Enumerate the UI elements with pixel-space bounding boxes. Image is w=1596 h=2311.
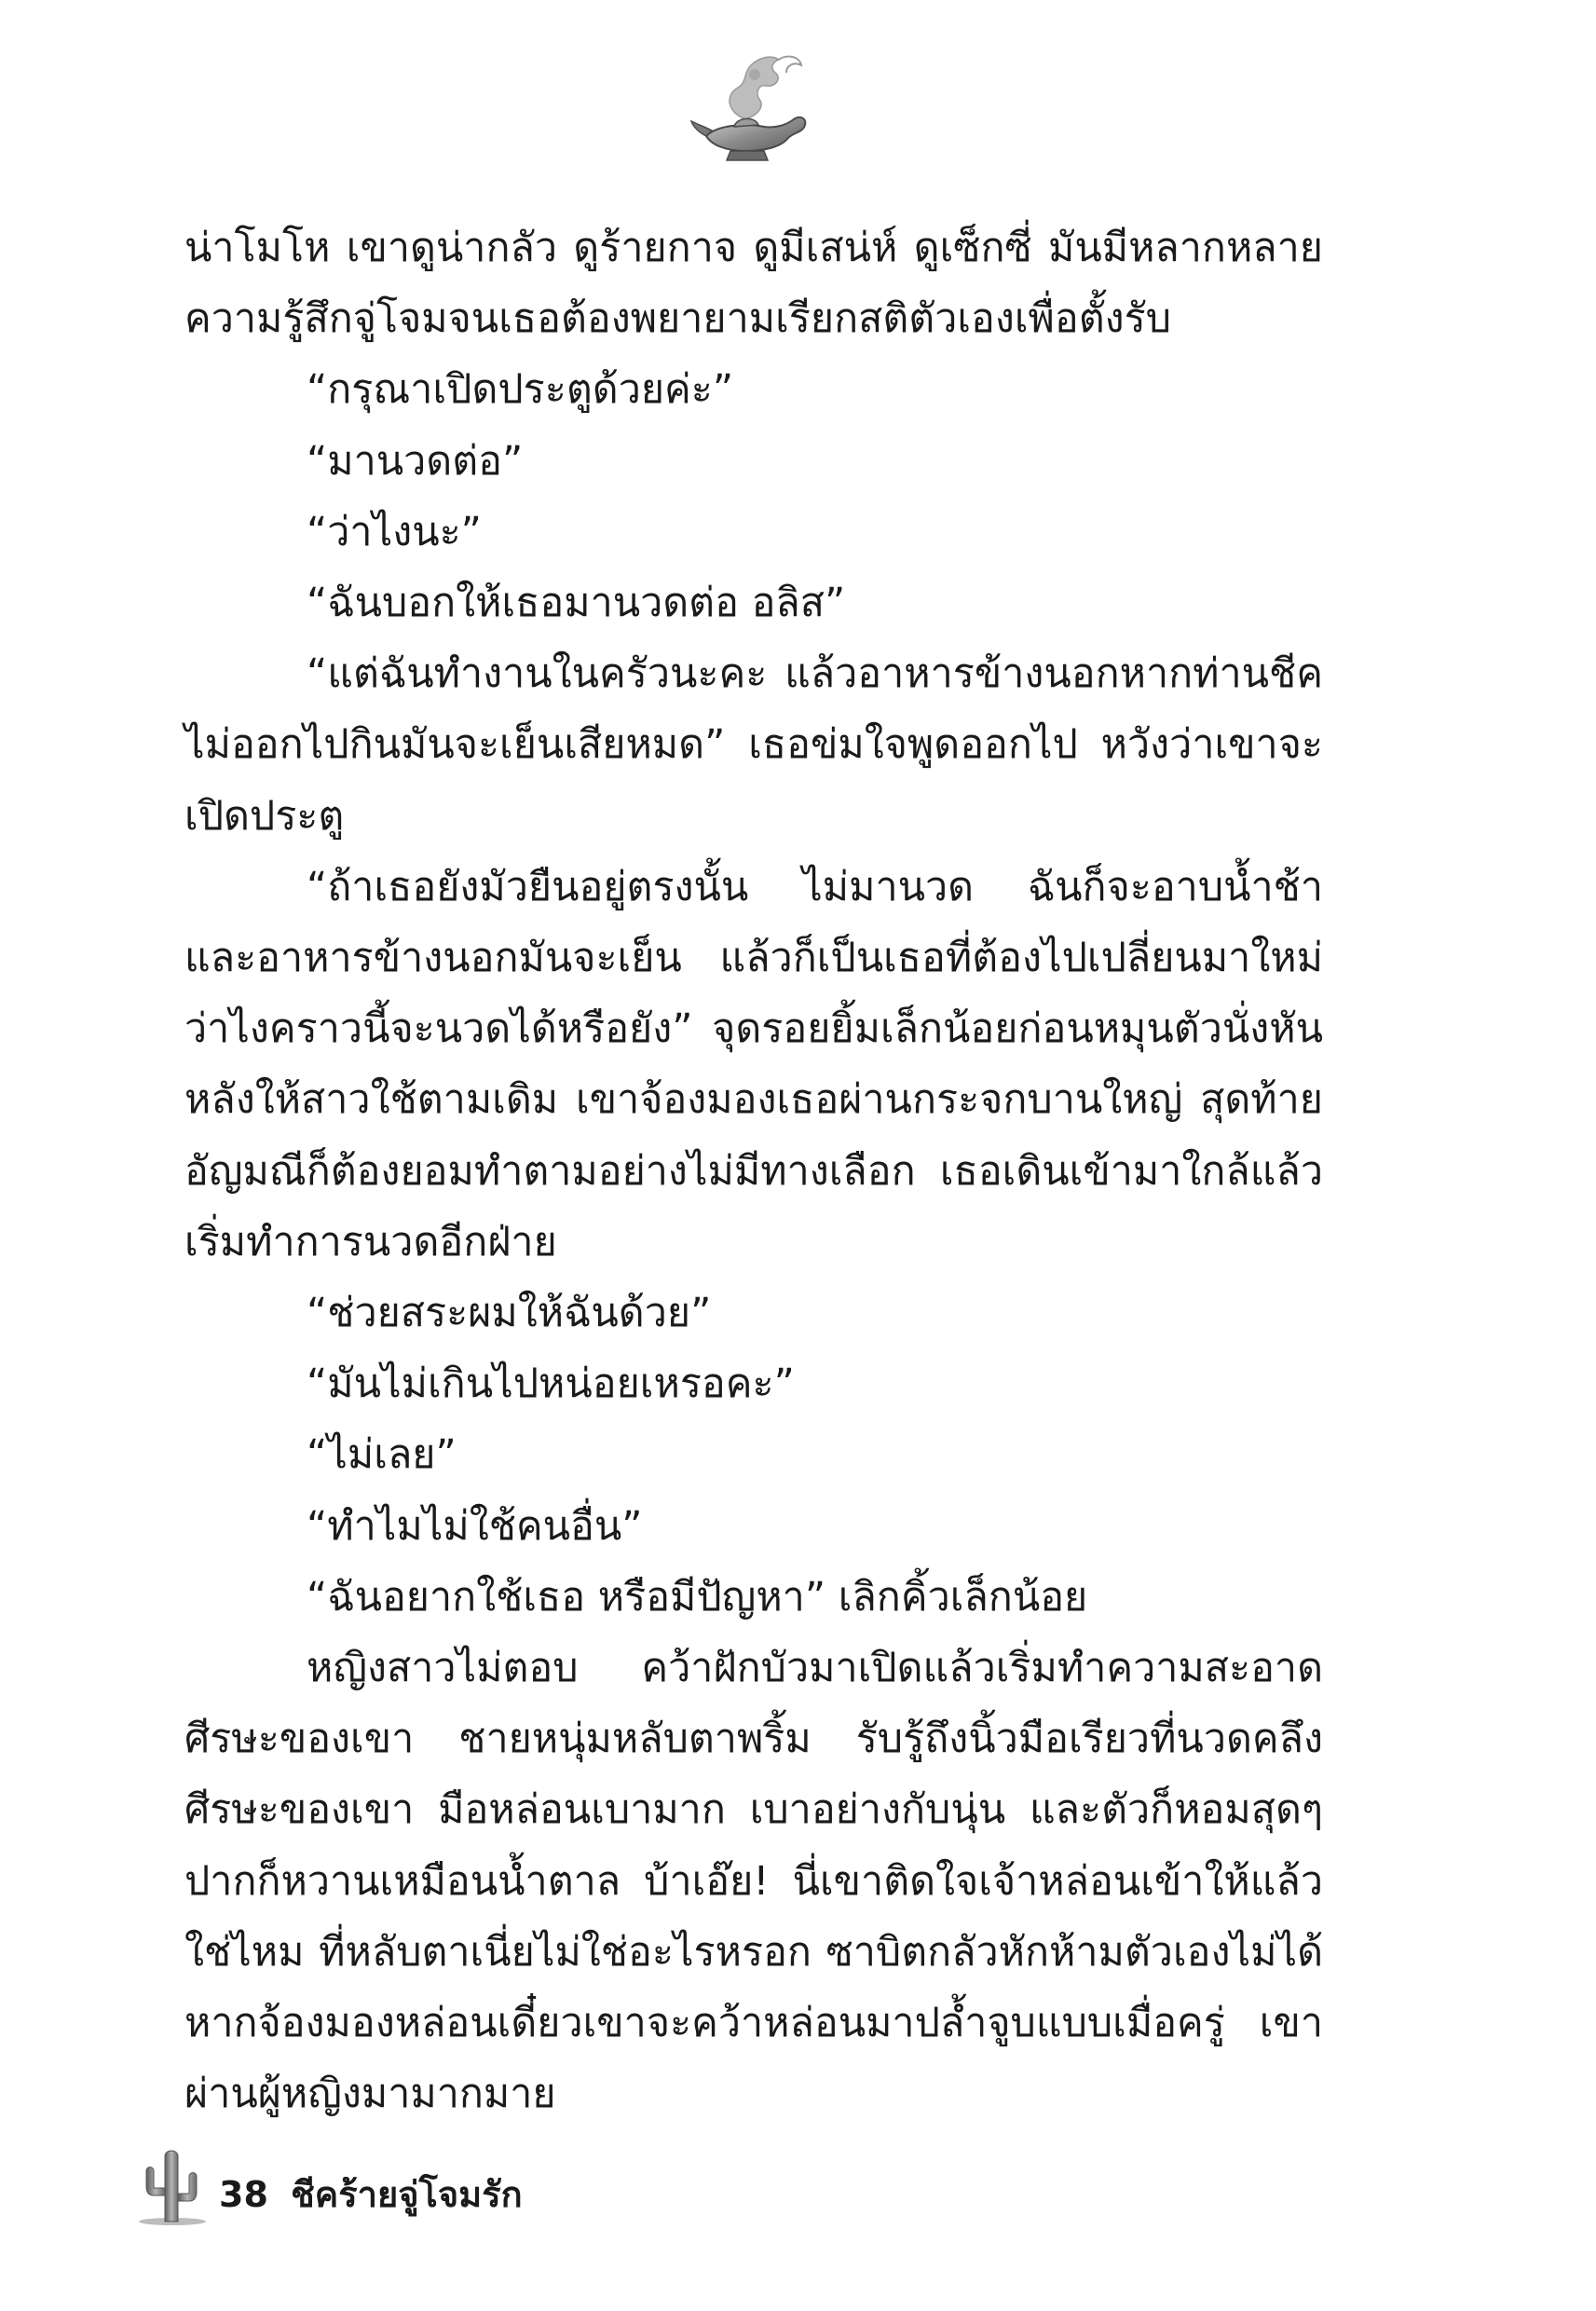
paragraph: “มันไม่เกินไปหน่อยเหรอคะ” xyxy=(307,1361,795,1408)
paragraph: “ช่วยสระผมให้ฉันด้วย” xyxy=(307,1290,712,1337)
body-text xyxy=(184,212,1323,2129)
paragraph: “ฉันบอกให้เธอมานวดต่อ อลิส” xyxy=(307,580,846,627)
paragraph: “มานวดต่อ” xyxy=(307,437,524,485)
paragraph: น่าโมโห เขาดูน่ากลัว ดูร้ายกาจ ดูมีเสน่ห์ ดูเซ็กซี่ มันมีหลากหลายความรู้สึกจู่โจมจนเธอต้องพยายามเรียกสติตัวเองเพื่อตั้งรับ xyxy=(184,225,1323,343)
page-number: 38 xyxy=(219,2174,268,2215)
genie-lamp-icon xyxy=(689,47,820,168)
paragraph: “แต่ฉันทำงานในครัวนะคะ แล้วอาหารข้างนอกหากท่านชีคไม่ออกไปกินมันจะเย็นเสียหมด” เธอข่มใจพูดออกไป หวังว่าเขาจะเปิดประตู xyxy=(184,650,1323,840)
paragraph: “กรุณาเปิดประตูด้วยค่ะ” xyxy=(307,366,734,414)
paragraph: “ว่าไงนะ” xyxy=(307,508,482,555)
book-title: ชีคร้ายจู่โจมรัก xyxy=(291,2174,523,2215)
page-footer xyxy=(135,2143,694,2227)
paragraph: “ไม่เลย” xyxy=(307,1431,457,1479)
paragraph: หญิงสาวไม่ตอบ คว้าฝักบัวมาเปิดแล้วเริ่มทำความสะอาดศีรษะของเขา ชายหนุ่มหลับตาพริ้ม รับรู้ถึงนิ้วมือเรียวที่นวดคลึงศีรษะของเขา มือหล่อนเบามาก เบาอย่างกับนุ่น และตัวก็หอมสุดๆ ปากก็หวานเหมือนน้ำตาล บ้าเอ๊ย! นี่เขาติดใจเจ้าหล่อนเข้าให้แล้วใช่ไหม ที่หลับตาเนี่ยไม่ใช่อะไรหรอก ซาบิตกลัวหักห้ามตัวเองไม่ได้หากจ้องมองหล่อนเดี๋ยวเขาจะคว้าหล่อนมาปล้ำจูบแบบเมื่อครู่ เขาผ่านผู้หญิงมามากมาย xyxy=(184,1645,1323,2118)
paragraph: “ฉันอยากใช้เธอ หรือมีปัญหา” เลิกคิ้วเล็กน้อย xyxy=(307,1573,1088,1620)
paragraph: “ถ้าเธอยังมัวยืนอยู่ตรงนั้น ไม่มานวด ฉันก็จะอาบน้ำช้า และอาหารข้างนอกมันจะเย็น แล้วก็เป็นเธอที่ต้องไปเปลี่ยนมาใหม่ ว่าไงคราวนี้จะนวดได้หรือยัง” จุดรอยยิ้มเล็กน้อยก่อนหมุนตัวนั่งหันหลังให้สาวใช้ตามเดิม เขาจ้องมองเธอผ่านกระจกบานใหญ่ สุดท้ายอัญมณีก็ต้องยอมทำตามอย่างไม่มีทางเลือก เธอเดินเข้ามาใกล้แล้วเริ่มทำการนวดอีกฝ่าย xyxy=(184,863,1323,1265)
cactus-icon xyxy=(135,2143,210,2227)
paragraph: “ทำไมไม่ใช้คนอื่น” xyxy=(307,1502,643,1550)
